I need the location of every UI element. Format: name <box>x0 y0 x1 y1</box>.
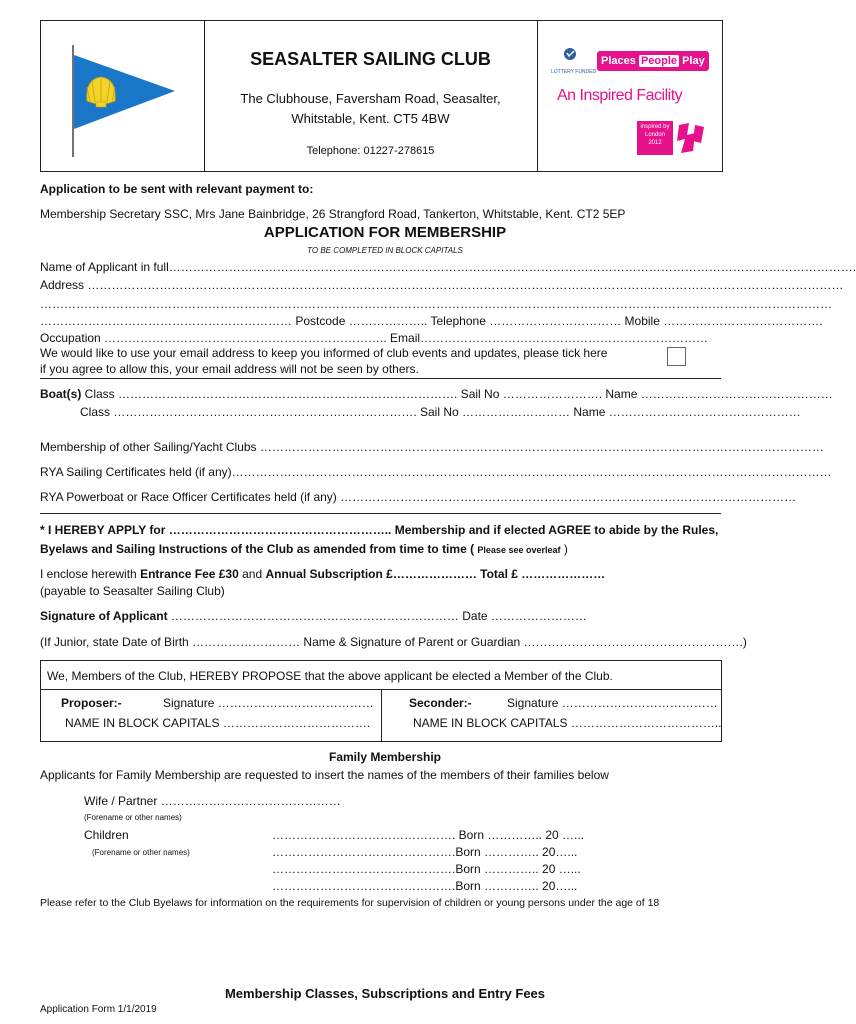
proposer-seconder-box <box>40 660 722 742</box>
fee-payable-note: (payable to Seasalter Sailing Club) <box>40 584 225 598</box>
lottery-funded-icon <box>555 47 585 69</box>
wife-forename-note: (Forename or other names) <box>84 813 182 822</box>
seconder-label: Seconder:- <box>409 696 472 710</box>
fee-and: and <box>238 567 266 581</box>
address-field-2[interactable]: ……………………………………………………………………………………………………………………………………………………………………………… <box>40 297 832 311</box>
letterhead <box>40 20 723 172</box>
proposer-name[interactable]: NAME IN BLOCK CAPITALS ………………………………. <box>65 716 371 730</box>
classes-heading: Membership Classes, Subscriptions and Entry Fees <box>224 986 546 1001</box>
send-address: Membership Secretary SSC, Mrs Jane Bainbridge, 26 Strangford Road, Tankerton, Whitstable, Kent. CT2 5EP <box>40 207 626 221</box>
rya-sailing-field[interactable]: RYA Sailing Certificates held (if any)…………………………………………………………………………………………………………………………………… <box>40 465 832 479</box>
divider <box>381 689 382 741</box>
occupation-email-field[interactable]: Occupation …………………………………………………………….. Email……………………………………………………………… <box>40 331 709 345</box>
lottery-funded-text: LOTTERY FUNDED <box>551 69 597 75</box>
club-telephone: Telephone: 01227-278615 <box>306 145 435 157</box>
other-clubs-field[interactable]: Membership of other Sailing/Yacht Clubs …………………………………………………………………………………………………………………………… <box>40 440 824 454</box>
london-2012-icon <box>677 123 705 153</box>
signature-line[interactable]: Signature of Applicant ……………………………………………………………… Date …………………… <box>40 609 587 623</box>
proposer-signature[interactable]: Signature ………………………………… <box>163 696 374 710</box>
proposer-label: Proposer:- <box>61 696 122 710</box>
family-heading: Family Membership <box>328 750 442 764</box>
entrance-fee: Entrance Fee £30 <box>140 567 239 581</box>
address-line-1: The Clubhouse, Faversham Road, Seasalter, <box>240 91 501 106</box>
email-consent-line-2: if you agree to allow this, your email address will not be seen by others. <box>40 362 419 376</box>
postcode-phone-mobile-field[interactable]: ……………………………………………………… Postcode ……………….. Telephone …………………………… Mobile …………………………………. <box>40 314 823 328</box>
people-word: People <box>640 55 678 67</box>
places-word: Places <box>601 55 636 67</box>
propose-intro: We, Members of the Club, HEREBY PROPOSE that the above applicant be elected a Member of the Club. <box>47 669 613 683</box>
child-row[interactable]: ……………………………………….Born ………….. 20…... <box>272 845 578 859</box>
badge-line-3: 2012 <box>648 140 662 146</box>
seconder-signature[interactable]: Signature ………………………………… <box>507 696 718 710</box>
club-name: SEASALTER SAILING CLUB <box>250 49 491 69</box>
email-consent-checkbox[interactable] <box>667 347 686 366</box>
wife-partner-field[interactable]: Wife / Partner ……………………………………… <box>84 794 341 808</box>
rya-powerboat-field[interactable]: RYA Powerboat or Race Officer Certificates held (if any) …………………………………………………………………………………………………… <box>40 490 797 504</box>
send-heading: Application to be sent with relevant payment to: <box>40 182 314 196</box>
email-consent-line-1: We would like to use your email address to keep you informed of club events and updates, please tick here <box>40 346 608 360</box>
apply-line-1[interactable]: * I HEREBY APPLY for ……………………………………………….. Membership and if elected AGREE to abide by the Rules, <box>40 523 719 537</box>
form-title: APPLICATION FOR MEMBERSHIP <box>263 224 507 241</box>
seconder-name[interactable]: NAME IN BLOCK CAPITALS ……………………………….. <box>413 716 722 730</box>
footer-version: Application Form 1/1/2019 <box>40 1004 157 1015</box>
child-row[interactable]: ………………………………………. Born ………….. 20 …... <box>272 828 585 842</box>
boat-row-2[interactable]: Class …………………………………………………………………. Sail No ……………………… Name ………………………………………… <box>80 405 801 419</box>
fee-line[interactable] <box>40 567 605 581</box>
junior-dob-line[interactable]: (If Junior, state Date of Birth ……………………… Name & Signature of Parent or Guardian ……………………………………………….) <box>40 635 747 649</box>
address-line-2: Whitstable, Kent. CT5 4BW <box>291 111 450 126</box>
divider <box>40 513 721 514</box>
address-field-1[interactable]: Address ……………………………………………………………………………………………………………………………………………………………………… <box>40 278 844 292</box>
badge-line-2: London <box>644 132 666 138</box>
club-burgee-logo <box>63 41 183 161</box>
child-row[interactable]: ……………………………………….Born ………….. 20 …... <box>272 862 581 876</box>
badge-line-1: inspired by <box>640 124 670 130</box>
child-row[interactable]: ……………………………………….Born ………….. 20…... <box>272 879 578 893</box>
annual-subscription: Annual Subscription £………………… Total £ ………………… <box>265 567 606 581</box>
name-field[interactable]: Name of Applicant in full………………………………………………………………………………………………………………………………………………………. <box>40 260 856 274</box>
byelaws-note: Please refer to the Club Byelaws for information on the requirements for supervision of children or young persons under the age of 18 <box>40 897 660 909</box>
close-paren: ) <box>563 542 568 556</box>
inspired-facility-text: An Inspired Facility <box>557 87 683 104</box>
divider <box>40 378 721 379</box>
form-subtitle: TO BE COMPLETED IN BLOCK CAPITALS <box>307 246 463 255</box>
fee-prefix: I enclose herewith <box>40 567 141 581</box>
boat-row-1[interactable]: Boat(s) Class …………………………………………………………………………. Sail No ……………………. Name ………………………………………… <box>40 387 833 401</box>
children-forename-note: (Forename or other names) <box>92 848 190 857</box>
play-word: Play <box>682 55 705 67</box>
see-overleaf-text: Please see overleaf <box>477 545 561 555</box>
places-people-play-banner <box>597 51 709 71</box>
apply-line-2-text: Byelaws and Sailing Instructions of the Club as amended from time to time ( <box>40 542 475 556</box>
family-intro: Applicants for Family Membership are requested to insert the names of the members of their families below <box>40 768 609 782</box>
apply-line-2 <box>40 542 568 556</box>
children-label: Children <box>84 828 129 842</box>
inspired-by-london-badge <box>637 121 673 155</box>
